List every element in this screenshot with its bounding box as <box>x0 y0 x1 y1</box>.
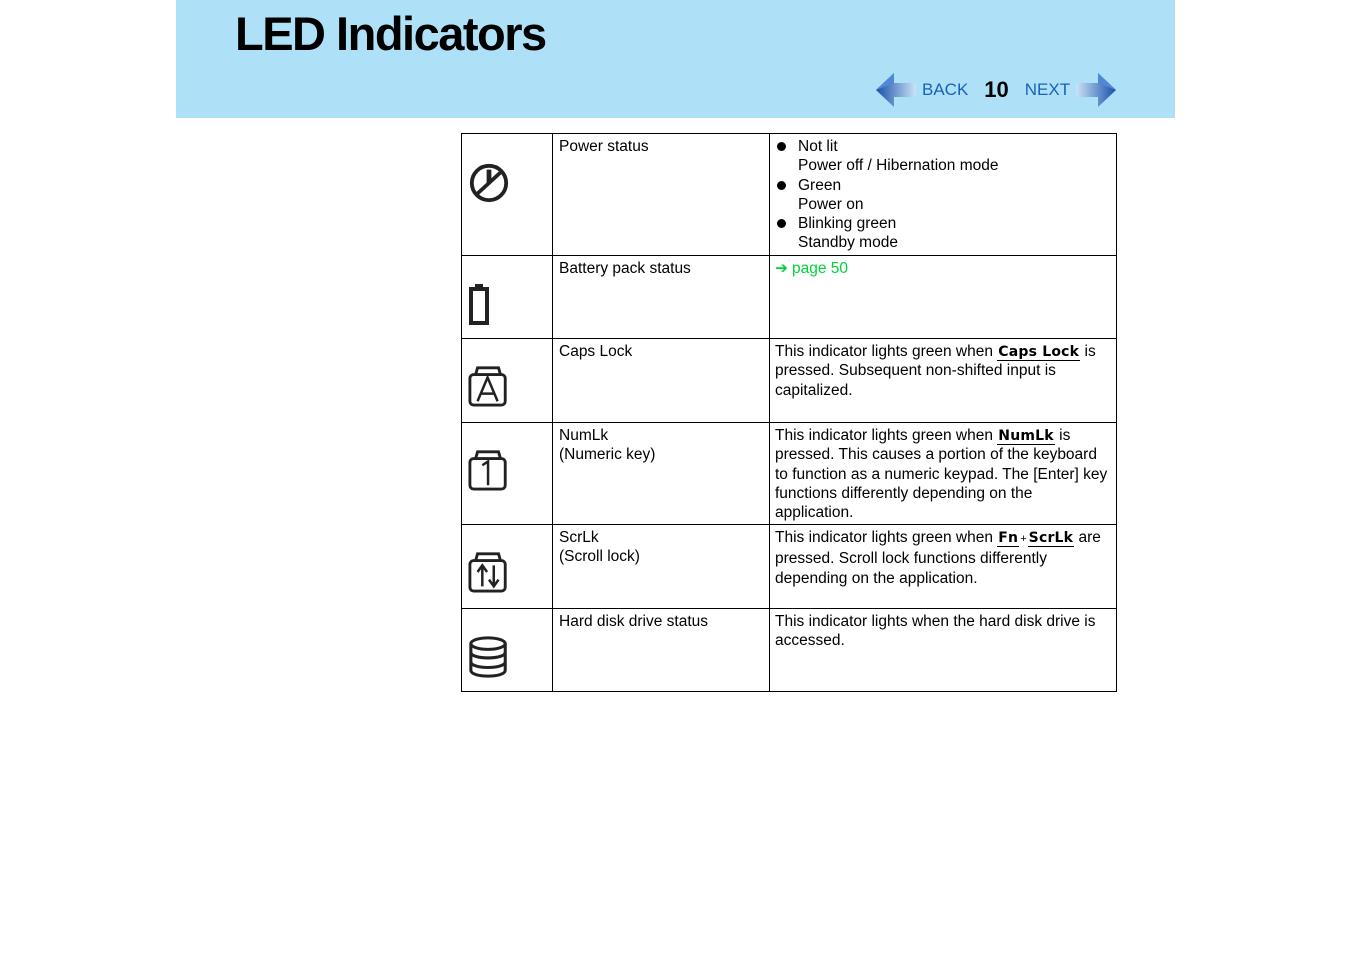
description-text: are pressed. Scroll lock functions differently depending on the application. <box>775 529 1101 587</box>
indicator-name <box>553 423 770 525</box>
description-text: This indicator lights green when <box>775 529 998 546</box>
back-arrow-icon[interactable] <box>874 70 918 110</box>
indicator-name <box>553 525 770 609</box>
table-row <box>462 256 1117 339</box>
xref-text: page 50 <box>792 260 849 277</box>
icon-cell <box>462 609 553 692</box>
state-meaning: Power off / Hibernation mode <box>798 157 999 175</box>
fn-key: Fn <box>998 530 1019 546</box>
table-row <box>462 525 1117 609</box>
page-50-link[interactable] <box>775 260 848 277</box>
indicator-name <box>553 256 770 339</box>
scroll-lock-icon <box>468 550 510 594</box>
state-label: Not lit <box>798 138 838 155</box>
table-row <box>462 134 1117 256</box>
page-header <box>176 0 1175 118</box>
state-label: Blinking green <box>798 215 897 233</box>
next-link[interactable]: NEXT <box>1024 80 1071 99</box>
indicator-name-text: Battery pack status <box>559 260 691 277</box>
num-lock-icon <box>468 448 510 492</box>
indicator-name-text: ScrLk <box>559 529 599 546</box>
table-row <box>462 423 1117 525</box>
page-navigation <box>874 70 1118 110</box>
state-meaning: Standby mode <box>798 234 898 252</box>
plus-sign: + <box>1020 533 1027 545</box>
state-label: Green <box>798 176 842 194</box>
table-row <box>462 609 1117 692</box>
indicator-name-subtext: (Numeric key) <box>559 446 656 464</box>
icon-cell <box>462 256 553 339</box>
table-row <box>462 339 1117 423</box>
list-item <box>775 214 1110 253</box>
led-indicator-table <box>461 133 1117 692</box>
state-meaning: Power on <box>798 195 864 213</box>
indicator-description <box>770 134 1117 256</box>
next-arrow-icon[interactable] <box>1074 70 1118 110</box>
back-link[interactable]: BACK <box>922 80 969 99</box>
description-text: is pressed. This causes a portion of the keyboard to function as a numeric keypad. The [Enter] key functions differently depending on the application. <box>775 427 1108 522</box>
indicator-description <box>770 423 1117 525</box>
status-list <box>775 137 1110 253</box>
right-arrow-icon: ➔ <box>775 260 788 277</box>
list-item <box>775 176 1110 215</box>
page-title: LED Indicators <box>235 7 546 60</box>
icon-cell <box>462 134 553 256</box>
bullet-icon <box>777 142 786 151</box>
numlk-key: NumLk <box>998 428 1054 444</box>
indicator-description <box>770 525 1117 609</box>
icon-cell <box>462 525 553 609</box>
indicator-description <box>770 609 1117 692</box>
list-item <box>775 137 1110 176</box>
page-number: 10 <box>984 77 1009 102</box>
indicator-description <box>770 256 1117 339</box>
indicator-name-text: Power status <box>559 138 649 155</box>
indicator-name-text: NumLk <box>559 427 609 444</box>
indicator-name-text: Caps Lock <box>559 343 633 360</box>
icon-cell <box>462 423 553 525</box>
indicator-name <box>553 609 770 692</box>
indicator-name <box>553 134 770 256</box>
description-text: This indicator lights green when <box>775 427 998 444</box>
power-icon <box>468 161 510 205</box>
battery-icon <box>468 282 492 326</box>
indicator-name-subtext: (Scroll lock) <box>559 548 640 566</box>
description-text: This indicator lights green when <box>775 343 998 360</box>
bullet-icon <box>777 181 786 190</box>
indicator-name-text: Hard disk drive status <box>559 613 709 630</box>
scrlk-key: ScrLk <box>1028 530 1074 546</box>
description-text: This indicator lights when the hard disk drive is accessed. <box>775 613 1096 650</box>
description-text: is pressed. Subsequent non-shifted input is capitalized. <box>775 343 1096 399</box>
bullet-icon <box>777 219 786 228</box>
indicator-description <box>770 339 1117 423</box>
caps-lock-key: Caps Lock <box>998 344 1080 360</box>
caps-lock-icon <box>468 364 510 408</box>
indicator-name <box>553 339 770 423</box>
hard-disk-icon <box>468 635 510 679</box>
icon-cell <box>462 339 553 423</box>
